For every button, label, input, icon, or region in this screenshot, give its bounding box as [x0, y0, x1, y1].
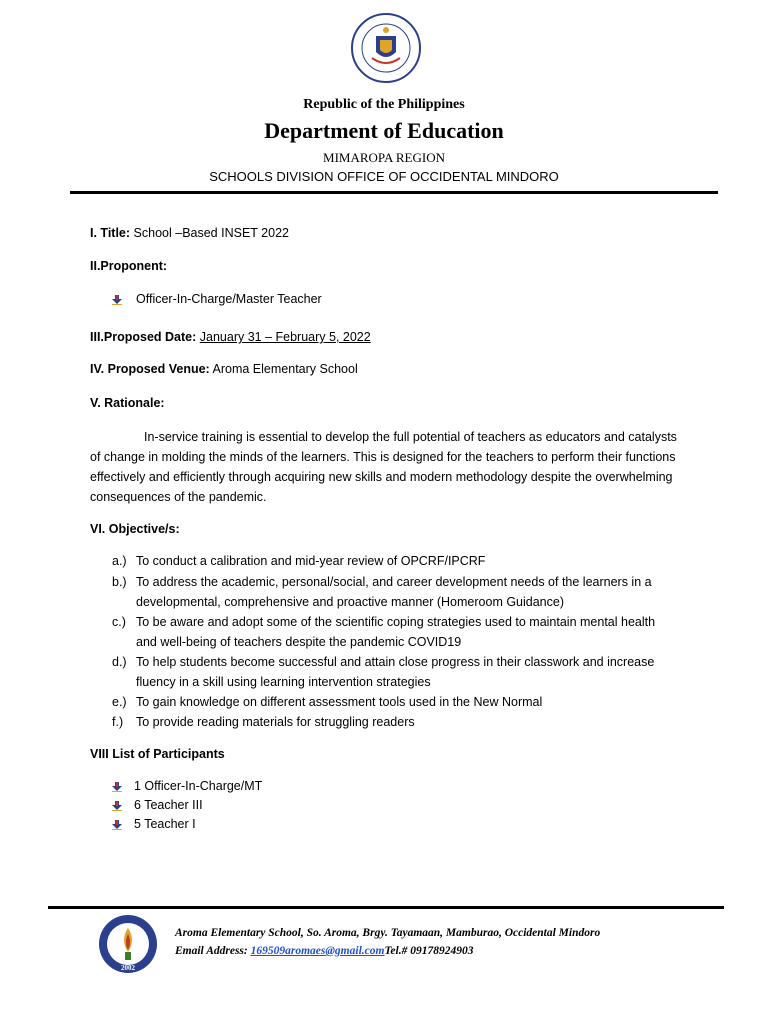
footer-divider: [48, 906, 724, 909]
objective-item: [112, 572, 672, 612]
title-value: School –Based INSET 2022: [133, 226, 289, 240]
objective-item: [112, 652, 672, 692]
division-heading: SCHOOLS DIVISION OFFICE OF OCCIDENTAL MINDORO: [209, 169, 559, 184]
logo-year: 2002: [121, 964, 135, 972]
proponent-item: [112, 292, 322, 306]
venue-label: IV. Proposed Venue:: [90, 362, 210, 376]
rationale-label: V. Rationale:: [90, 396, 165, 410]
footer-address: Aroma Elementary School, So. Aroma, Brgy. Tayamaan, Mamburao, Occidental Mindoro: [175, 927, 601, 939]
venue-value: Aroma Elementary School: [212, 362, 358, 376]
school-logo: [98, 914, 158, 974]
objective-item: [112, 712, 672, 732]
bullet-icon: [112, 781, 122, 791]
objective-item: [112, 692, 672, 712]
participant-text: 6 Teacher III: [134, 798, 203, 812]
objective-text: To provide reading materials for struggling readers: [136, 715, 415, 729]
email-link[interactable]: 169509aromaes@gmail.com: [250, 945, 385, 957]
header-divider: [70, 191, 718, 194]
participant-text: 1 Officer-In-Charge/MT: [134, 779, 263, 793]
title-label: I. Title:: [90, 226, 131, 240]
objective-marker: c.): [112, 615, 126, 629]
proponent-label: II.Proponent:: [90, 259, 168, 273]
title-row: [90, 226, 289, 240]
objective-text: To help students become successful and attain close progress in their classwork and increase fluency in a skill using learning intervention strategies: [136, 655, 655, 689]
objective-marker: d.): [112, 655, 127, 669]
objective-text: To address the academic, personal/social, and career development needs of the learners in a developmental, comprehensive and proactive manner (Homeroom Guidance): [136, 575, 652, 609]
participants-label: VIII List of Participants: [90, 747, 225, 761]
proposed-date-label: III.Proposed Date:: [90, 330, 197, 344]
objective-item: [112, 612, 672, 652]
republic-heading: Republic of the Philippines: [303, 97, 465, 112]
department-heading: Department of Education: [264, 118, 504, 143]
bullet-icon: [112, 294, 122, 304]
bullet-icon: [112, 800, 122, 810]
bullet-icon: [112, 819, 122, 829]
proponent-text: Officer-In-Charge/Master Teacher: [136, 292, 322, 306]
participant-item: [112, 817, 196, 831]
venue-row: [90, 362, 358, 376]
deped-seal: [350, 12, 422, 84]
telephone: Tel.# 09178924903: [384, 945, 474, 957]
proposed-date-row: [90, 330, 371, 344]
rationale-paragraph: In-service training is essential to develop the full potential of teachers as educators and catalysts of change in molding the minds of the learners. This is designed for the teachers to perform their functions effectively and efficiently through acquiring new skills and modern methodology despite the overwhelming consequences of the pandemic.: [90, 430, 677, 504]
region-heading: MIMAROPA REGION: [323, 150, 445, 165]
objective-marker: f.): [112, 715, 124, 729]
participant-item: [112, 779, 262, 793]
objective-marker: e.): [112, 695, 127, 709]
objective-item: [112, 551, 672, 571]
footer-contact: [175, 945, 473, 957]
objective-marker: a.): [112, 554, 127, 568]
objective-marker: b.): [112, 575, 127, 589]
objectives-label: VI. Objective/s:: [90, 522, 180, 536]
proposed-date-value: January 31 – February 5, 2022: [199, 330, 371, 344]
objective-text: To be aware and adopt some of the scientific coping strategies used to maintain mental health and well-being of teachers despite the pandemic COVID19: [136, 615, 656, 649]
objective-text: To gain knowledge on different assessment tools used in the New Normal: [136, 695, 543, 709]
participant-item: [112, 798, 203, 812]
email-label: Email Address:: [175, 945, 248, 957]
objective-text: To conduct a calibration and mid-year review of OPCRF/IPCRF: [136, 554, 486, 568]
participant-text: 5 Teacher I: [134, 817, 196, 831]
